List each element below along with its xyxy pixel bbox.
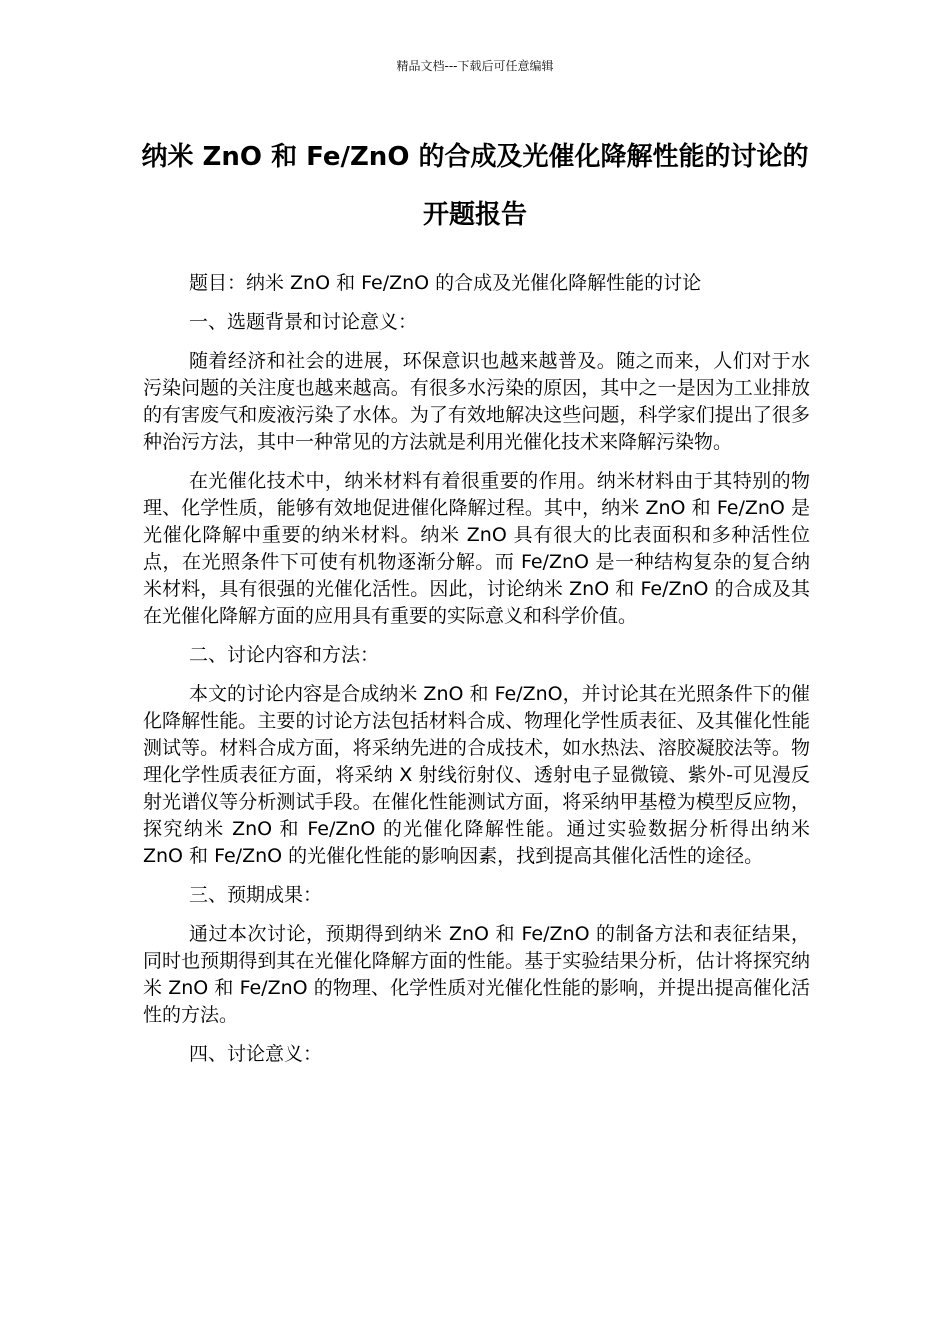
page-header: 精品文档---下载后可任意编辑 [396,59,554,73]
section-heading-expected-results: 三、预期成果： [189,884,323,906]
section-heading-background: 一、选题背景和讨论意义： [189,311,418,333]
document-body [143,270,810,1080]
paragraph-expected-results: 通过本次讨论，预期得到纳米 ZnO 和 Fe/ZnO 的制备方法和表征结果，同时也预期得到其在光催化降解方面的性能。基于实验结果分析，估计将探究纳米 ZnO 和 Fe/ZnO 的物理、化学性质对光催化性能的影响，并提出提高催化活性的方法。 [143,923,810,1026]
topic-line: 题目：纳米 ZnO 和 Fe/ZnO 的合成及光催化降解性能的讨论 [189,272,702,294]
section-heading-significance: 四、讨论意义： [189,1043,323,1065]
paragraph-methods: 本文的讨论内容是合成纳米 ZnO 和 Fe/ZnO，并讨论其在光照条件下的催化降解性能。主要的讨论方法包括材料合成、物理化学性质表征、及其催化性能测试等。材料合成方面，将采纳先进的合成技术，如水热法、溶胶凝胶法等。物理化学性质表征方面，将采纳 X 射线衍射仪、透射电子显微镜、紫外-可见漫反射光谱仪等分析测试手段。在催化性能测试方面，将采纳甲基橙为模型反应物，探究纳米 ZnO 和 Fe/ZnO 的光催化降解性能。通过实验数据分析得出纳米 ZnO 和 Fe/ZnO 的光催化性能的影响因素，找到提高其催化活性的途径。 [143,683,810,867]
document-title: 纳米 ZnO 和 Fe/ZnO 的合成及光催化降解性能的讨论的开题报告 [141,142,809,230]
section-heading-methods: 二、讨论内容和方法： [189,644,380,666]
paragraph-background-1: 随着经济和社会的进展，环保意识也越来越普及。随之而来，人们对于水污染问题的关注度也越来越高。有很多水污染的原因，其中之一是因为工业排放的有害废气和废液污染了水体。为了有效地解决这些问题，科学家们提出了很多种治污方法，其中一种常见的方法就是利用光催化技术来降解污染物。 [143,350,810,453]
paragraph-background-2: 在光催化技术中，纳米材料有着很重要的作用。纳米材料由于其特别的物理、化学性质，能够有效地促进催化降解过程。其中，纳米 ZnO 和 Fe/ZnO 是光催化降解中重要的纳米材料。纳米 ZnO 具有很大的比表面积和多种活性位点，在光照条件下可使有机物逐渐分解。而 Fe/ZnO 是一种结构复杂的复合纳米材料，具有很强的光催化活性。因此，讨论纳米 ZnO 和 Fe/ZnO 的合成及其在光催化降解方面的应用具有重要的实际意义和科学价值。 [143,470,810,627]
